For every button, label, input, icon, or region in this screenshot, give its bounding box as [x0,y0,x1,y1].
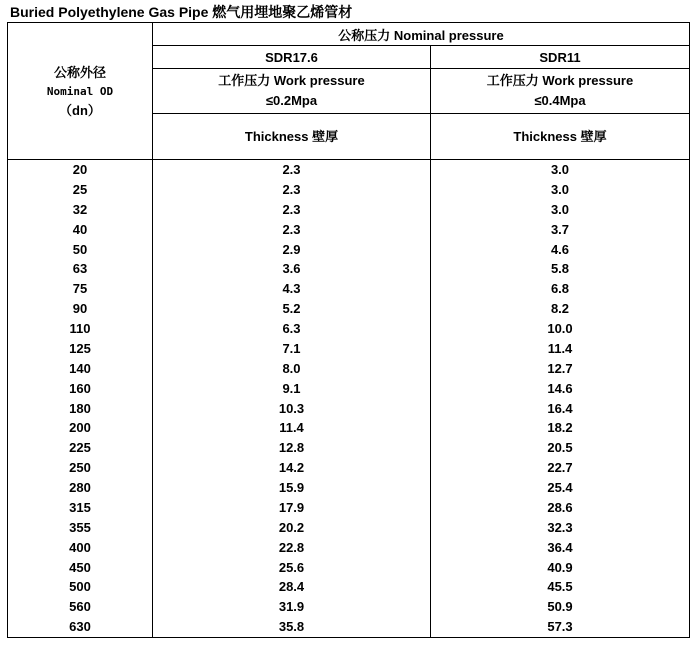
pipe-spec-table [7,22,690,638]
table-row [8,458,690,478]
sdr11-cell: 50.9 [431,597,690,617]
table-row [8,220,690,240]
sdr11-cell: 5.8 [431,259,690,279]
table-row [8,259,690,279]
sdr11-cell: 40.9 [431,558,690,578]
sdr176-header: SDR17.6 [153,46,431,69]
sdr176-thickness-header: Thickness 壁厚 [153,114,431,160]
table-row [8,279,690,299]
sdr176-work-label: 工作压力 Work pressure [218,73,365,88]
nominal-od-en: Nominal OD [46,84,114,98]
sdr176-cell: 11.4 [153,418,431,438]
table-row [8,478,690,498]
sdr11-cell: 14.6 [431,379,690,399]
sdr11-cell: 32.3 [431,518,690,538]
sdr11-cell: 36.4 [431,538,690,558]
sdr176-cell: 12.8 [153,438,431,458]
od-cell: 280 [8,478,153,498]
sdr176-cell: 2.3 [153,160,431,180]
table-row [8,240,690,260]
od-cell: 630 [8,617,153,637]
table-row [8,558,690,578]
nominal-od-header [8,23,153,160]
table-row [8,597,690,617]
od-cell: 110 [8,319,153,339]
sdr11-work-label: 工作压力 Work pressure [486,73,634,88]
sdr176-cell: 4.3 [153,279,431,299]
sdr176-cell: 8.0 [153,359,431,379]
sdr11-cell: 12.7 [431,359,690,379]
sdr176-cell: 10.3 [153,399,431,419]
sdr11-cell: 18.2 [431,418,690,438]
sdr176-cell: 7.1 [153,339,431,359]
table-row [8,200,690,220]
table-row [8,399,690,419]
sdr11-cell: 22.7 [431,458,690,478]
sdr176-cell: 2.3 [153,200,431,220]
sdr11-work-pressure [431,69,690,114]
od-cell: 500 [8,577,153,597]
table-row [8,299,690,319]
sdr176-cell: 20.2 [153,518,431,538]
sdr176-cell: 17.9 [153,498,431,518]
sdr11-cell: 11.4 [431,339,690,359]
table-header [8,23,690,160]
table-row [8,319,690,339]
od-cell: 32 [8,200,153,220]
od-cell: 20 [8,160,153,180]
table-body [8,160,690,638]
od-cell: 180 [8,399,153,419]
sdr11-header: SDR11 [431,46,690,69]
table-row [8,518,690,538]
sdr176-cell: 2.3 [153,180,431,200]
table-row [8,418,690,438]
od-cell: 250 [8,458,153,478]
sdr11-thickness-header: Thickness 壁厚 [431,114,690,160]
table-row [8,339,690,359]
sdr176-cell: 28.4 [153,577,431,597]
sdr11-cell: 25.4 [431,478,690,498]
od-cell: 200 [8,418,153,438]
sdr11-cell: 3.7 [431,220,690,240]
nominal-od-cn: 公称外径 [53,64,106,80]
table-row [8,498,690,518]
od-cell: 225 [8,438,153,458]
table-row [8,617,690,637]
sdr11-cell: 3.0 [431,160,690,180]
sdr176-cell: 35.8 [153,617,431,637]
table-row [8,379,690,399]
od-cell: 140 [8,359,153,379]
table-row [8,180,690,200]
sdr11-cell: 6.8 [431,279,690,299]
od-cell: 125 [8,339,153,359]
sdr11-cell: 10.0 [431,319,690,339]
sdr176-work-value: ≤0.2Mpa [265,93,318,108]
sdr176-cell: 14.2 [153,458,431,478]
od-cell: 315 [8,498,153,518]
sdr176-cell: 2.3 [153,220,431,240]
sdr176-cell: 5.2 [153,299,431,319]
sdr11-cell: 20.5 [431,438,690,458]
sdr176-cell: 9.1 [153,379,431,399]
od-cell: 160 [8,379,153,399]
od-cell: 400 [8,538,153,558]
table-row [8,538,690,558]
nominal-od-unit: （dn） [59,102,101,118]
od-cell: 90 [8,299,153,319]
od-cell: 50 [8,240,153,260]
sdr11-work-value: ≤0.4Mpa [534,93,586,108]
sdr11-cell: 8.2 [431,299,690,319]
sdr11-cell: 4.6 [431,240,690,260]
sdr11-cell: 16.4 [431,399,690,419]
page-title: Buried Polyethylene Gas Pipe 燃气用埋地聚乙烯管材 [10,4,353,20]
od-cell: 63 [8,259,153,279]
sdr176-cell: 6.3 [153,319,431,339]
od-cell: 355 [8,518,153,538]
table-row [8,577,690,597]
od-cell: 75 [8,279,153,299]
od-cell: 40 [8,220,153,240]
sdr176-cell: 25.6 [153,558,431,578]
sdr176-cell: 31.9 [153,597,431,617]
sdr176-cell: 22.8 [153,538,431,558]
od-cell: 560 [8,597,153,617]
sdr11-cell: 3.0 [431,180,690,200]
sdr11-cell: 3.0 [431,200,690,220]
sdr176-work-pressure [153,69,431,114]
sdr11-cell: 45.5 [431,577,690,597]
table-row [8,438,690,458]
table-row [8,359,690,379]
sdr176-cell: 3.6 [153,259,431,279]
sdr11-cell: 57.3 [431,617,690,637]
sdr11-cell: 28.6 [431,498,690,518]
nominal-pressure-header: 公称压力 Nominal pressure [153,23,690,46]
table-row [8,160,690,180]
sdr176-cell: 15.9 [153,478,431,498]
sdr176-cell: 2.9 [153,240,431,260]
od-cell: 25 [8,180,153,200]
od-cell: 450 [8,558,153,578]
